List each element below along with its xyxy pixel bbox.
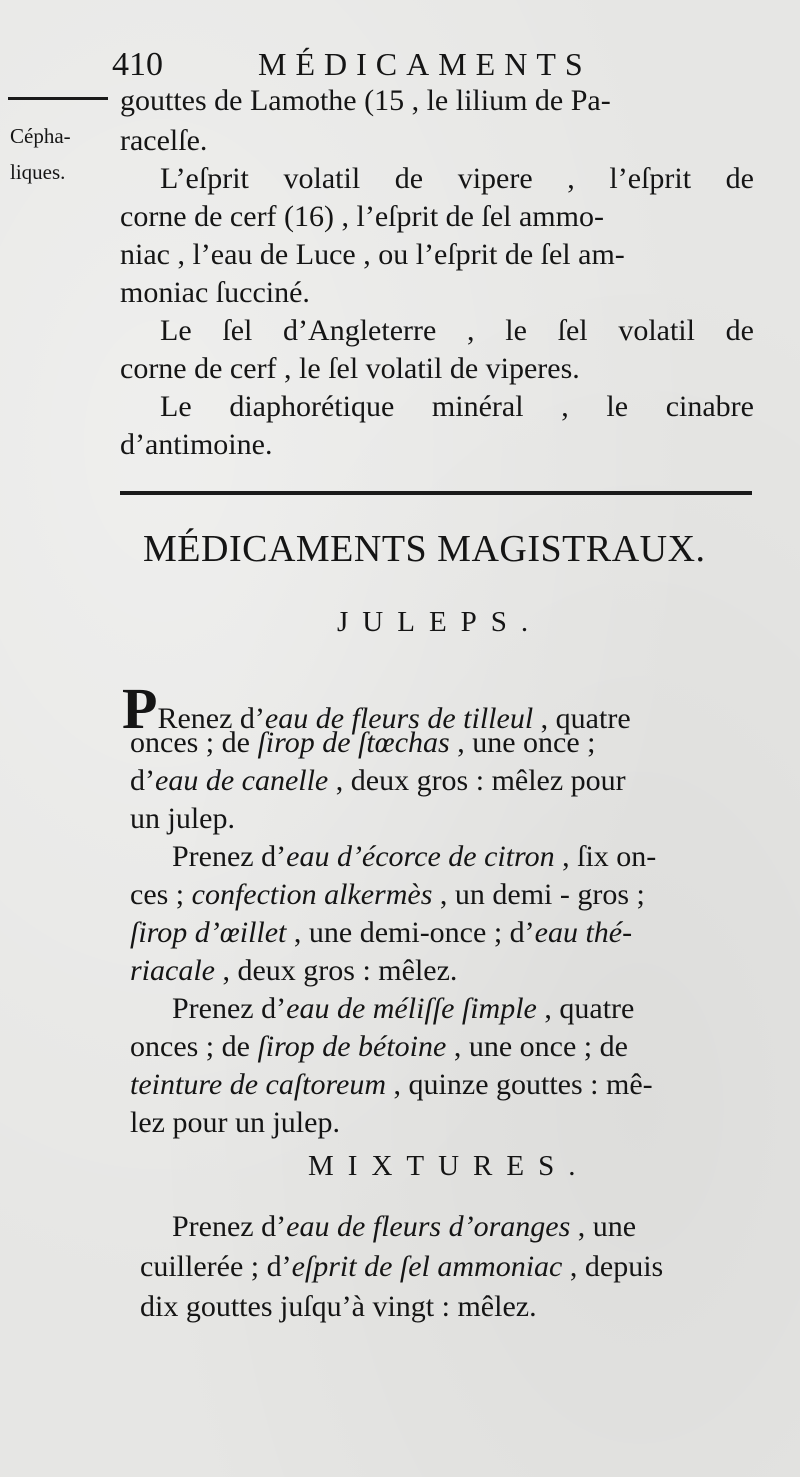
text-line: corne de cerf (16) , l’eſprit de ſel ammo- [120,200,604,233]
text-line: gouttes de Lamothe (15 , le lilium de Pa- [120,84,611,117]
text-line: riacale , deux gros : mêlez. [130,954,458,987]
text-line: racelſe. [120,124,208,157]
text-line: corne de cerf , le ſel volatil de viperes. [120,352,580,385]
text-line: cuillerée ; d’eſprit de ſel ammoniac , depuis [140,1250,664,1283]
text-line: onces ; de ſirop de bétoine , une once ; de [130,1030,628,1063]
text-line: Prenez d’eau de méliſſe ſimple , quatre [172,992,635,1025]
text-line: L’eſprit volatil de vipere , l’eſprit de [160,162,754,195]
text-line: ces ; confection alkermès , un demi - gros ; [130,878,645,911]
text-line: Prenez d’eau d’écorce de citron , ſix on- [172,840,657,873]
margin-note-line-1: Cépha- [10,124,71,148]
text-line: teinture de caſtoreum , quinze gouttes : mê- [130,1068,653,1101]
running-title: MÉDICAMENTS [258,46,592,82]
section-title: MÉDICAMENTS MAGISTRAUX. [143,528,706,570]
text-line: moniac ſucciné. [120,276,310,309]
margin-rule [8,97,108,100]
text-line: dix gouttes juſqu’à vingt : mêlez. [140,1290,537,1323]
juleps-heading: JULEPS. [337,606,543,638]
text-line: niac , l’eau de Luce , ou l’eſprit de ſel am- [120,238,625,271]
text-line: PRenez d’eau de fleurs de tilleul , quatre [122,676,631,741]
mixtures-heading: MIXTURES. [308,1150,590,1182]
text-line: d’antimoine. [120,428,273,461]
text-line: Le ſel d’Angleterre , le ſel volatil de [160,314,754,347]
text-line: onces ; de ſirop de ſtœchas , une once ; [130,726,596,759]
drop-cap: P [122,676,158,741]
text-line: lez pour un julep. [130,1106,340,1139]
text-line: ſirop d’œillet , une demi-once ; d’eau thé- [130,916,633,949]
text-line: d’eau de canelle , deux gros : mêlez pour [130,764,626,797]
text-line: Prenez d’eau de fleurs d’oranges , une [172,1210,637,1243]
page-number: 410 [112,46,163,83]
text-line: un julep. [130,802,235,835]
text-line: Le diaphorétique minéral , le cinabre [160,390,754,423]
margin-note-line-2: liques. [10,160,66,184]
section-rule [120,491,752,495]
